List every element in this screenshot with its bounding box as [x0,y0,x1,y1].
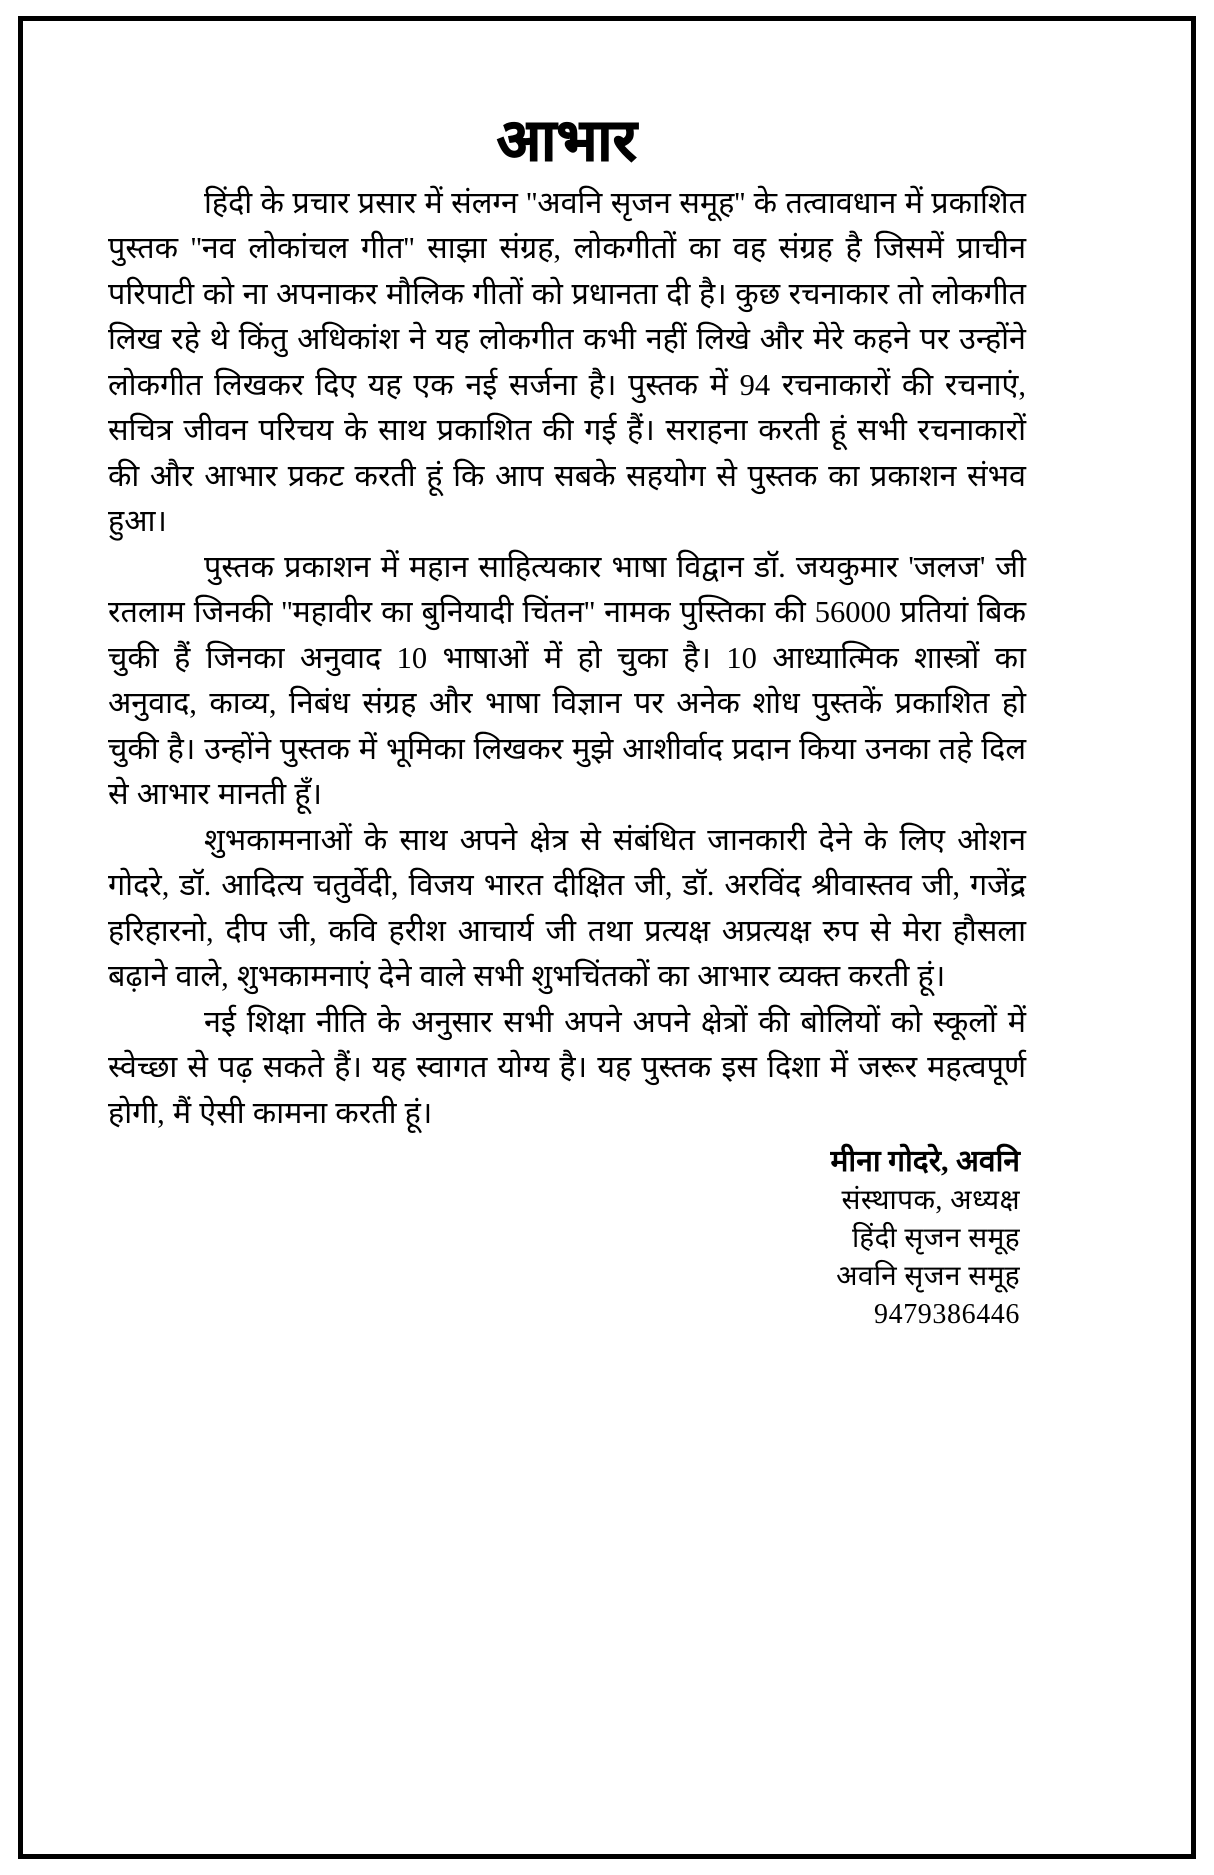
signature-name: मीना गोदरे, अवनि [830,1145,1020,1179]
paragraph-4: नई शिक्षा नीति के अनुसार सभी अपने अपने क्षेत्रों की बोलियों को स्कूलों में स्वेच्छा से पढ़ सकते हैं। यह स्वागत योग्य है। यह पुस्तक इस दिशा में जरूर महत्वपूर्ण होगी, मैं ऐसी कामना करती हूं। [108,1004,1026,1130]
signature-role: संस्थापक, अध्यक्ष [841,1185,1020,1217]
signature-block [108,1142,1026,1334]
document-content [108,110,1026,1334]
signature-org-primary: हिंदी सृजन समूह [851,1223,1020,1255]
paragraph-3: शुभकामनाओं के साथ अपने क्षेत्र से संबंधित जानकारी देने के लिए ओशन गोदरे, डॉ. आदित्य चतुर्वेदी, विजय भारत दीक्षित जी, डॉ. अरविंद श्रीवास्तव जी, गजेंद्र हरिहारनो, दीप जी, कवि हरीश आचार्य जी तथा प्रत्यक्ष अप्रत्यक्ष रुप से मेरा हौसला बढ़ाने वाले, शुभकामनाएं देने वाले सभी शुभचिंतकों का आभार व्यक्त करती हूं। [108,822,1026,994]
signature-phone: 9479386446 [874,1299,1020,1331]
paragraph-1: हिंदी के प्रचार प्रसार में संलग्न ''अवनि सृजन समूह'' के तत्वावधान में प्रकाशित पुस्तक ''नव लोकांचल गीत'' साझा संग्रह, लोकगीतों का वह संग्रह है जिसमें प्राचीन परिपाटी को ना अपनाकर मौलिक गीतों को प्रधानता दी है। कुछ रचनाकार तो लोकगीत लिख रहे थे किंतु अधिकांश ने यह लोकगीत कभी नहीं लिखे और मेरे कहने पर उन्होंने लोकगीत लिखकर दिए यह एक नई सर्जना है। पुस्तक में 94 रचनाकारों की रचनाएं, सचित्र जीवन परिचय के साथ प्रकाशित की गई हैं। सराहना करती हूं सभी रचनाकारों की और आभार प्रकट करती हूं कि आप सबके सहयोग से पुस्तक का प्रकाशन संभव हुआ। [108,185,1026,539]
signature-org-secondary: अवनि सृजन समूह [836,1261,1020,1293]
page-title: आभार [496,108,638,173]
paragraph-2: पुस्तक प्रकाशन में महान साहित्यकार भाषा विद्वान डॉ. जयकुमार 'जलज' जी रतलाम जिनकी ''महावीर का बुनियादी चिंतन'' नामक पुस्तिका की 56000 प्रतियां बिक चुकी हैं जिनका अनुवाद 10 भाषाओं में हो चुका है। 10 आध्यात्मिक शास्त्रों का अनुवाद, काव्य, निबंध संग्रह और भाषा विज्ञान पर अनेक शोध पुस्तकें प्रकाशित हो चुकी है। उन्होंने पुस्तक में भूमिका लिखकर मुझे आशीर्वाद प्रदान किया उनका तहे दिल से आभार मानती हूँ। [108,549,1026,812]
